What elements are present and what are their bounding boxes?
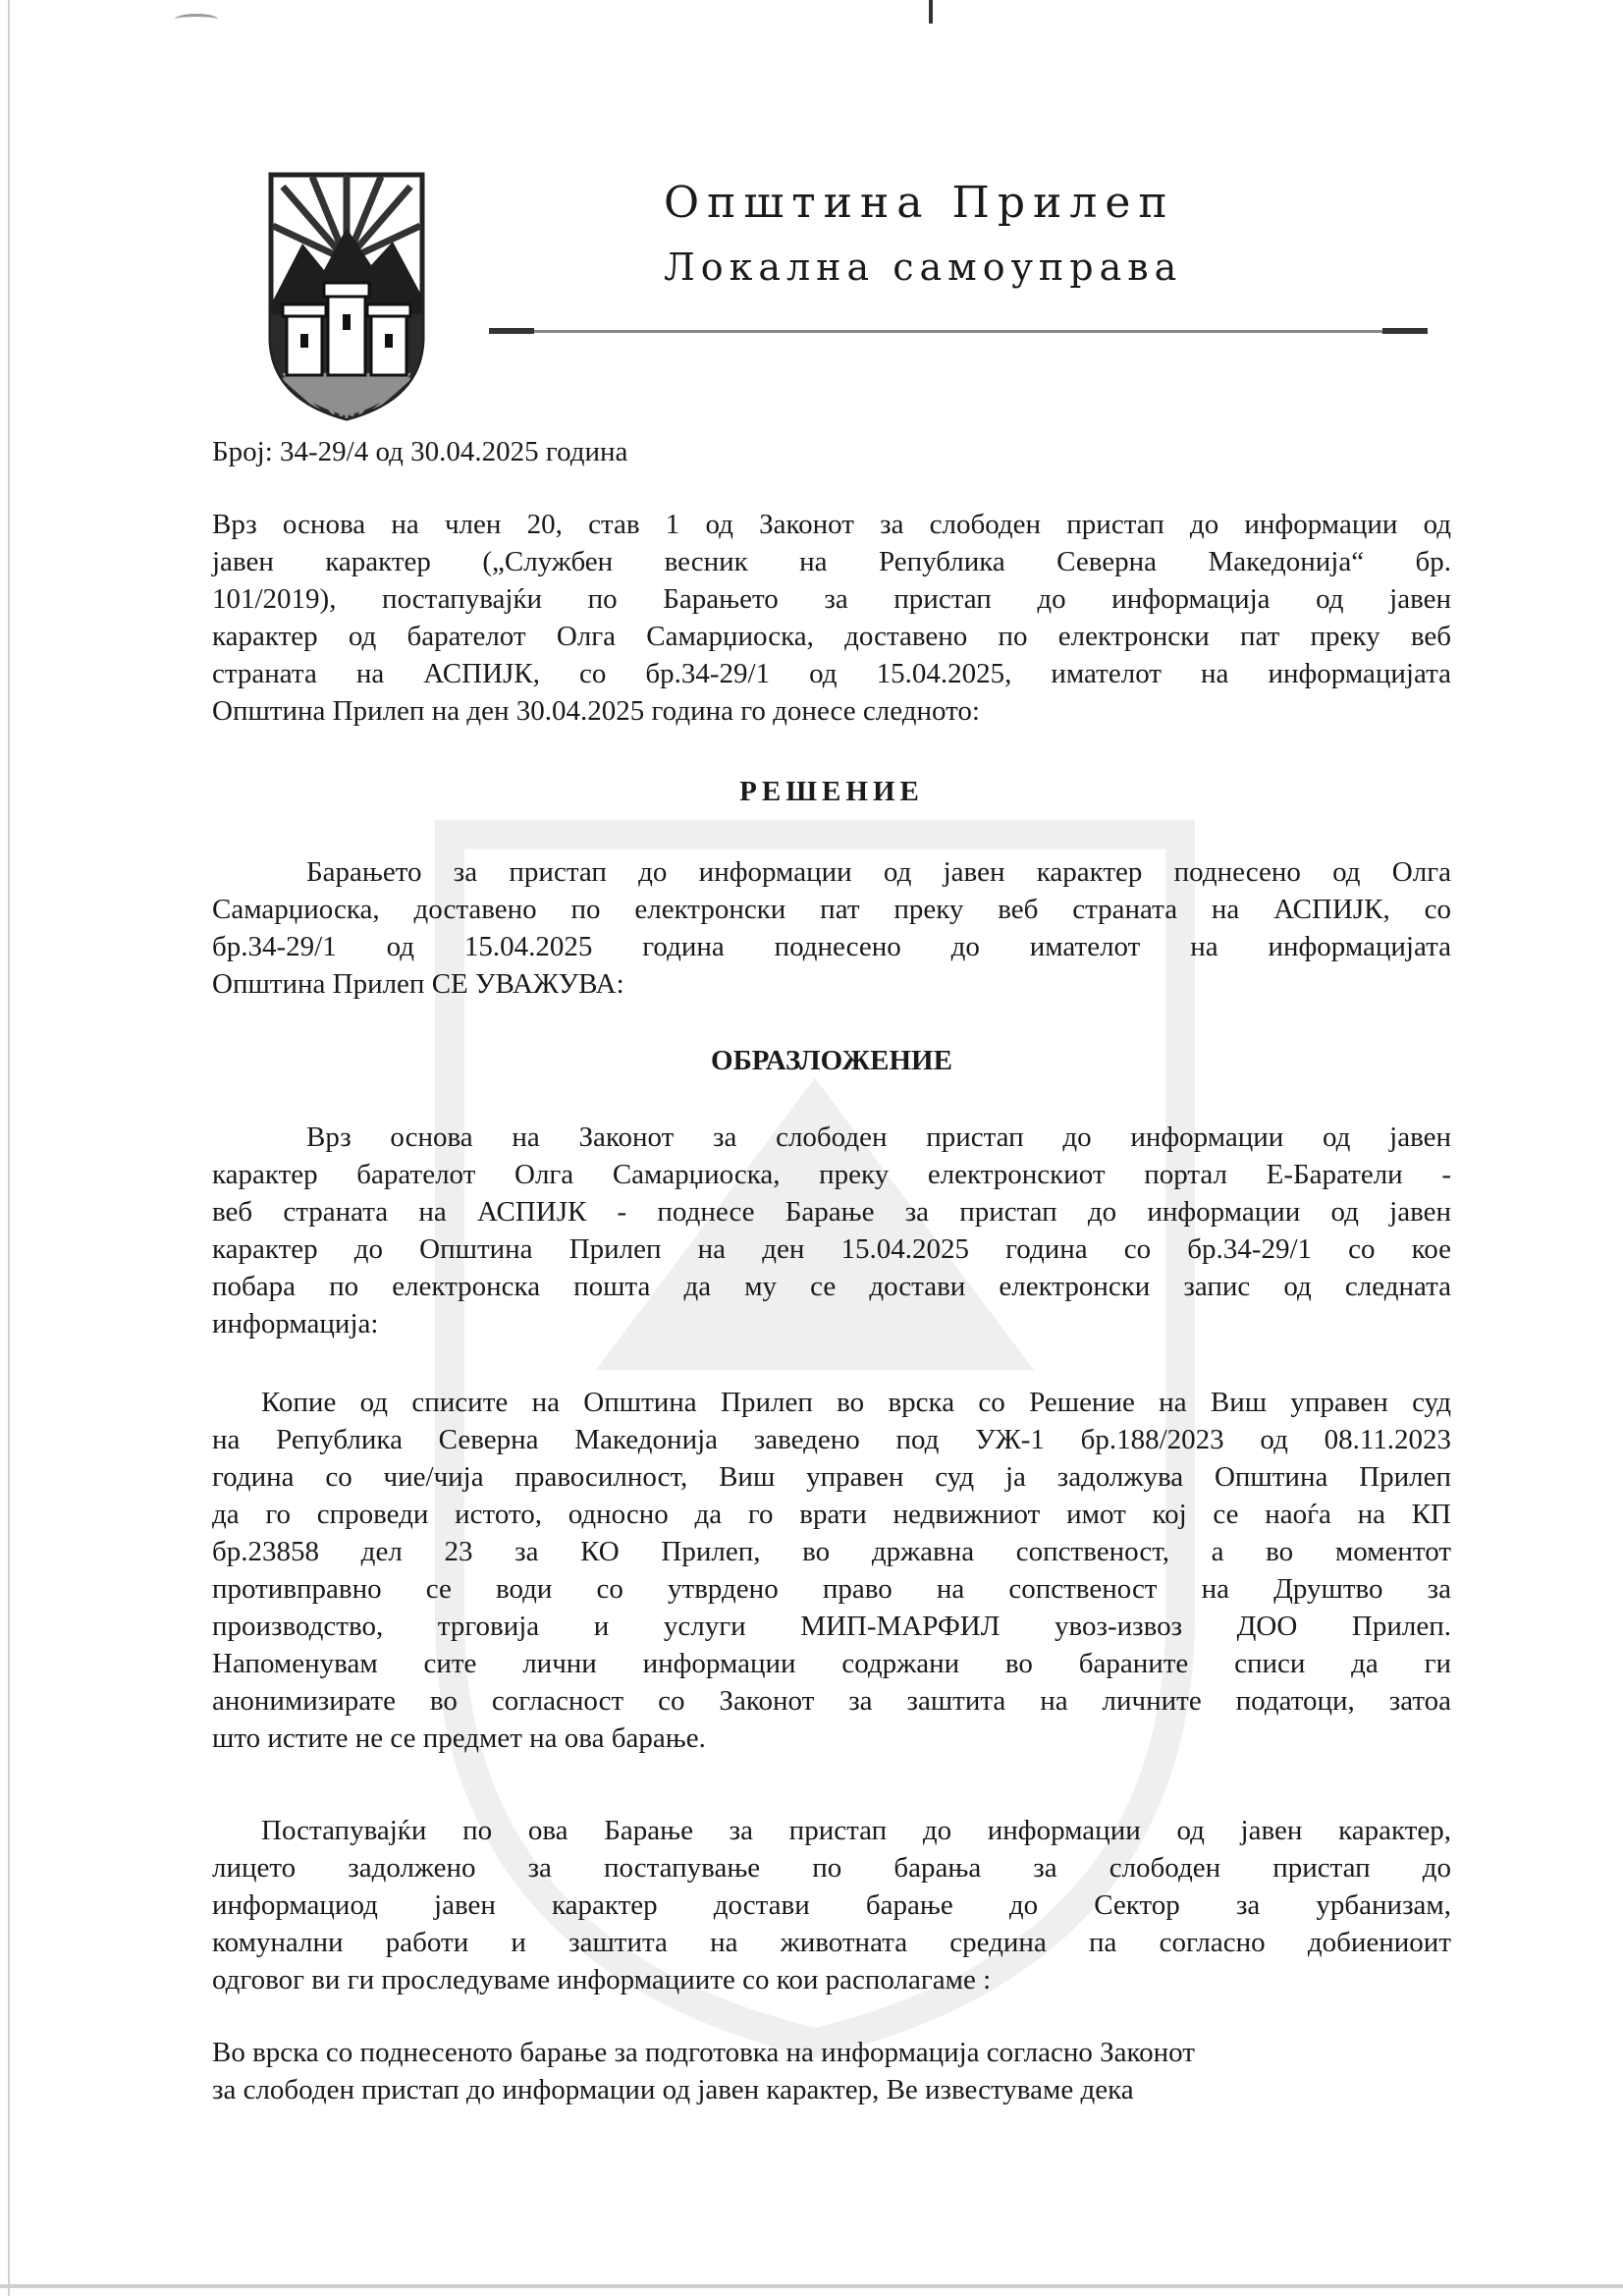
intro-line-3: 101/2019), постапувајќи по Барањето за пристап до информација од јавен xyxy=(212,583,1451,615)
reasoning-heading: ОБРАЗЛОЖЕНИЕ xyxy=(711,1045,952,1076)
request-line-5: бр.23858 дел 23 за КО Прилеп, во државна сопственост, а во моментот xyxy=(212,1536,1451,1567)
request-line-8: Напоменувам сите лични информации содржани во бараните списи да ги xyxy=(212,1648,1451,1679)
letterhead-rule xyxy=(489,326,1428,336)
procedure-line-3: информациод јавен карактер достави барање до Сектор за урбанизам, xyxy=(212,1889,1451,1921)
intro-line-5: страната на АСПИЈК, со бр.34-29/1 од 15.04.2025, имателот на информацијата xyxy=(212,658,1451,689)
request-line-3: година со чие/чија правосилност, Виш управен суд ја задолжува Општина Прилеп xyxy=(212,1461,1451,1493)
scan-edge xyxy=(8,0,10,2296)
intro-line-1: Врз основа на член 20, став 1 од Законот за слободен пристап до информации од xyxy=(212,509,1451,540)
decision-line-2: Самарџиоска, доставено по електронски пат преку веб страната на АСПИЈК, со xyxy=(212,894,1451,925)
decision-heading: РЕШЕНИЕ xyxy=(739,776,924,807)
coat-of-arms-icon xyxy=(263,167,430,424)
request-line-6: противправно се води со утврдено право на сопственост на Друштво за xyxy=(212,1573,1451,1605)
letterhead-title xyxy=(664,173,1272,297)
intro-line-4: карактер од барателот Олга Самарџиоска, доставено по електронски пат преку веб xyxy=(212,621,1451,652)
request-line-10: што истите не се предмет на ова барање. xyxy=(212,1722,706,1754)
reasoning-line-2: карактер барателот Олга Самарџиоска, преку електронскиот портал Е-Баратели - xyxy=(212,1159,1451,1190)
reference-number: Број: 34-29/4 од 30.04.2025 година xyxy=(212,436,628,467)
request-line-2: на Република Северна Македонија заведено под УЖ-1 бр.188/2023 од 08.11.2023 xyxy=(212,1424,1451,1455)
procedure-line-5: одговог ви ги проследуваме информациите со кои располагаме : xyxy=(212,1964,992,1995)
procedure-line-4: комунални работи и заштита на животната средина па согласно добиениоит xyxy=(212,1927,1451,1958)
reasoning-line-5: побара по електронска пошта да му се достави електронски запис од следната xyxy=(212,1271,1451,1302)
municipality-name: Општина Прилеп xyxy=(664,178,1175,228)
intro-line-2: јавен карактер („Службен весник на Република Северна Македонија“ бр. xyxy=(212,546,1451,577)
procedure-line-1: Постапувајќи по ова Барање за пристап до информации од јавен карактер, xyxy=(261,1815,1451,1846)
request-line-9: анонимизирате во согласност со Законот за заштита на личните податоци, затоа xyxy=(212,1685,1451,1717)
scan-artifact-left xyxy=(175,14,218,25)
reasoning-line-3: веб страната на АСПИЈК - поднесе Барање за пристап до информации од јавен xyxy=(212,1196,1451,1228)
decision-line-4: Општина Прилеп СЕ УВАЖУВА: xyxy=(212,968,624,1000)
scan-artifact-top xyxy=(929,0,933,24)
reasoning-line-6: информација: xyxy=(212,1308,379,1339)
request-line-4: да го спроведи истото, односно да го врати недвижниот имот кој се наоѓа на КП xyxy=(212,1499,1451,1530)
reasoning-line-1: Врз основа на Законот за слободен пристап до информации од јавен xyxy=(306,1121,1451,1153)
intro-line-6: Општина Прилеп на ден 30.04.2025 година го донесе следното: xyxy=(212,695,980,727)
local-government-label: Локална самоуправа xyxy=(664,246,1183,289)
decision-line-1: Барањето за пристап до информации од јавен карактер поднесено од Олга xyxy=(306,856,1451,888)
reasoning-line-4: карактер до Општина Прилеп на ден 15.04.2025 година со бр.34-29/1 со кое xyxy=(212,1233,1451,1265)
closing-line-2: за слободен пристап до информации од јавен карактер, Ве известуваме дека xyxy=(212,2074,1134,2105)
decision-line-3: бр.34-29/1 од 15.04.2025 година поднесено до имателот на информацијата xyxy=(212,931,1451,962)
procedure-line-2: лицето задолжено за постапување по барања за слободен пристап до xyxy=(212,1852,1451,1884)
scan-edge-bottom xyxy=(0,2284,1623,2288)
request-line-1: Копие од списите на Општина Прилеп во врска со Решение на Виш управен суд xyxy=(261,1387,1451,1418)
closing-line-1: Во врска со поднесеното барање за подготовка на информација согласно Законот xyxy=(212,2037,1195,2068)
request-line-7: производство, трговија и услуги МИП-МАРФИЛ увоз-извоз ДОО Прилеп. xyxy=(212,1611,1451,1642)
